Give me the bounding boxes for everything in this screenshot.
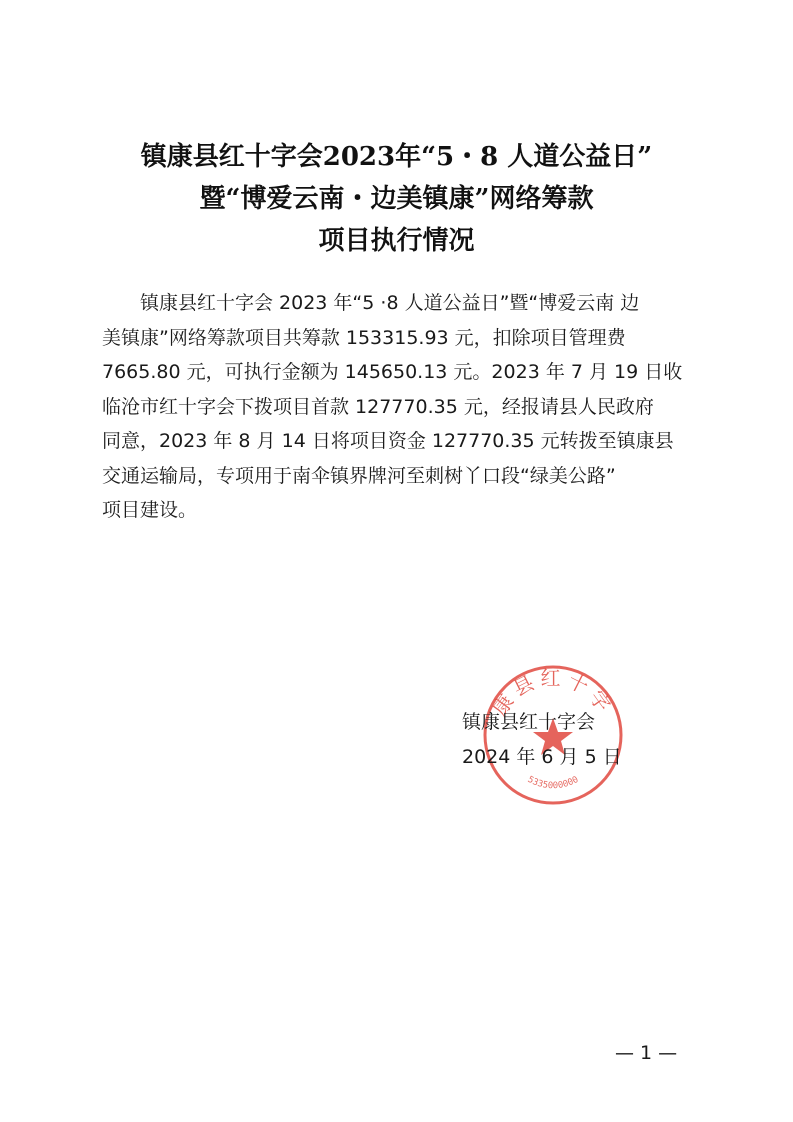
signature-date: 2024 年 6 月 5 日 [462, 746, 622, 768]
body-line: 美镇康”网络筹款项目共筹款 153315.93 元，扣除项目管理费 [102, 326, 626, 349]
title-line-3: 项目执行情况 [318, 226, 475, 256]
body-line: 临沧市红十字会下拨项目首款 127770.35 元，经报请县人民政府 [102, 395, 654, 418]
body-paragraph [102, 286, 702, 528]
seal-text: 康县红十字 [487, 666, 619, 721]
body-line: 镇康县红十字会 2023 年“5 ·8 人道公益日”暨“博爱云南 边 [140, 292, 640, 314]
body-line: 项目建设。 [102, 499, 198, 521]
signature-organization: 镇康县红十字会 [462, 711, 596, 733]
body-line: 交通运输局，专项用于南伞镇界牌河至刺树丫口段“绿美公路” [102, 464, 616, 487]
svg-text:5335000000 [526, 775, 581, 791]
title-line-2: 暨“博爱云南・边美镇康”网络筹款 [199, 184, 594, 214]
title-line-1: 镇康县红十字会2023年“5・8 人道公益日” [140, 142, 653, 172]
seal-code: 5335000000 [525, 774, 581, 792]
body-line: 7665.80 元，可执行金额为 145650.13 元。2023 年 7 月 19 日收 [102, 361, 683, 383]
body-line: 同意，2023 年 8 月 14 日将项目资金 127770.35 元转拨至镇康县 [102, 430, 674, 452]
page-number: — 1 — [615, 1042, 678, 1064]
